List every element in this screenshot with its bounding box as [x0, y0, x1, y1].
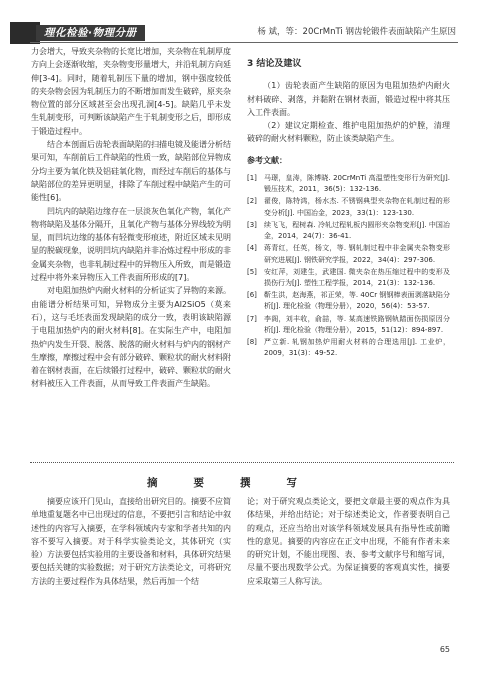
reference-number: [2] — [247, 197, 257, 206]
left-column — [31, 45, 231, 391]
section-title: 3 结论及建议 — [247, 59, 302, 69]
reference-item — [247, 196, 450, 218]
abstract-divider — [30, 462, 454, 463]
right-column — [247, 45, 450, 360]
reference-number: [7] — [247, 314, 257, 323]
abstract-paragraph: 论；对于研究观点类论文，要把文章最主要的观点作为具体结果，并给出结论；对于综述类论文，作者要表明自己的观点，还应当给出对该学科领域发展具有指导性或前瞻性的意见。摘要的内容应在正文中出现，不能有作者未来的研究计划，不能出现图、表、参考文献序号和缩写词，尽量不要出现数学公式。为保证摘要的客观真实性，摘要应采取第三人称写法。 — [247, 497, 450, 586]
reference-text: 安红萍，刘建生，武建国. 微夹杂在热压缩过程中的变形及损伤行为[J]. 塑性工程学报，2014，21(3)：132-136. — [264, 267, 450, 287]
reference-item — [247, 290, 450, 312]
reference-item — [247, 337, 450, 359]
reference-number: [3] — [247, 220, 257, 229]
body-paragraph: 对电阻加热炉内耐火材料的分析证实了异物的来源。由能谱分析结果可知，异物成分主要为Al2SiO5（莫来石），这与毛坯表面发现缺陷的成分一致，表明该缺陷源于电阻加热炉内的耐火材料[8]。在实际生产中，电阻加热炉内发生开裂、脱落、脱落的耐火材料与炉内的钢材产生摩擦，摩擦过程中会有部分破碎、颗粒状的耐火材料附着在钢材表面，在后续锻打过程中，破碎、颗粒状的耐火材料被压入工件表面，从而导致工件表面产生缺陷。 — [31, 286, 231, 389]
reference-text: 蒋青红，任英，杨文，等. 钢轧制过程中非金属夹杂物变形研究进展[J]. 钢铁研究学报，2022，34(4)：297-306. — [264, 244, 450, 264]
body-paragraph: 力会增大，导致夹杂物的长宽比增加，夹杂物在轧制厚度方向上会逐渐收缩，夹杂物变形量增大，并沿轧制方向延伸[3-4]。同时，随着轧制压下量的增加，钢中强度较低的夹杂物会因为轧制压力的不断增加而发生破碎，原夹杂物位置的部分区域甚至会出现孔洞[4-5]。缺陷几乎未发生轧制变形，可判断该缺陷产生于轧制变形之后，即形成于锻造过程中。 — [31, 47, 231, 136]
journal-logo — [10, 22, 155, 44]
conclusion-paragraph: （1）齿轮表面产生缺陷的原因为电阻加热炉内耐火材料破碎、剥落，并黏附在钢材表面，锻造过程中将其压入工件表面。 — [247, 81, 450, 117]
page-number: 65 — [439, 645, 450, 654]
abstract-box-title: 摘要撰写 — [147, 477, 333, 489]
abstract-paragraph: 摘要应该开门见山，直接给出研究目的。摘要不应简单地重复题名中已出现过的信息，不要把引言和结论中叙述性的内容写入摘要，在学科领域内专家和学者共知的内容不要写入摘要。对于科学实验类论文，其体研究（实验）方法要包括实验用的主要设备和材料，具体研究结果要包括关键的实验数据；对于研究方法类论文，可将研究方法的主要过程作为具体结果，然后再加一个结 — [31, 497, 231, 586]
header-rule — [30, 42, 458, 43]
reference-text: 严立新. 轧钢加热炉用耐火材料的合理选用[J]. 工业炉，2009，31(3)：49-52. — [264, 337, 450, 358]
reference-text: 李阁，刘丰收，俞喆，等. 某高速铁路钢轨踏面伤损原因分析[J]. 理化检验（物理分册），2015，51(12)：894-897. — [264, 314, 450, 334]
reference-item — [247, 267, 450, 289]
logo-text: 理化检验·物理分册 — [36, 25, 145, 41]
body-paragraph: 凹坑内的缺陷边缘存在一层淡灰色氧化产物，氧化产物将缺陷及基体分隔开，且氧化产物与基体分界线较为明显，而凹坑边缘的基体有轻微变形痕迹，附近区域未见明显的脱碳现象，说明凹坑内缺陷并非冶炼过程中形成的非金属夹杂物，也非轧制过程中的异物压入所致，而是锻造过程中将外来异物压入工件表面所形成的[7]。 — [31, 206, 231, 283]
reference-text: 翟俊，陈特鸿，杨水杰. 不锈钢典型夹杂物在轧制过程的形变分析[J]. 中国冶金，2023，33(1)：123-130. — [264, 197, 450, 217]
running-head: 杨 斌，等：20CrMnTi 钢齿轮锻件表面缺陷产生原因 — [257, 27, 456, 37]
reference-number: [8] — [247, 337, 257, 346]
references-title: 参考文献： — [247, 155, 287, 165]
abstract-right-column — [247, 495, 450, 588]
reference-text: 马璟，皇涛，陈博晓. 20CrMnTi 高温塑性变形行为研究[J]. 锻压技术，2011，36(5)：132-136. — [264, 174, 450, 194]
reference-number: [5] — [247, 267, 257, 276]
reference-item — [247, 220, 450, 242]
reference-number: [1] — [247, 174, 257, 183]
body-paragraph: 结合本剖面后齿轮表面缺陷的扫描电镜及能谱分析结果可知，车削前后工件缺陷的性质一致，缺陷部位异物成分均主要为氧化铁及铝硅氧化物，而经过车削后的基体与缺陷部位的差异更明显，排除了车削过程中缺陷产生的可能性[6]。 — [31, 140, 231, 203]
abstract-left-column — [31, 495, 231, 588]
conclusion-paragraph: （2）建议定期检查、维护电阻加热炉的炉膛，清理破碎的耐火材料颗粒，防止该类缺陷产生。 — [247, 121, 450, 144]
reference-text: 续飞飞，程树森. 冷轧过程轧板内圆形夹杂物变形[J]. 中国冶金，2014，24(7)：36-41. — [264, 220, 450, 241]
reference-number: [4] — [247, 244, 257, 253]
reference-item — [247, 173, 450, 195]
reference-number: [6] — [247, 291, 257, 300]
reference-item — [247, 314, 450, 336]
reference-item — [247, 243, 450, 265]
reference-text: 靳生洪，赵海燕，祁正荣，等. 40Cr 钢钢棒表面剥落缺陷分析[J]. 理化检验（物理分册），2020，56(4)：53-57. — [264, 291, 450, 311]
